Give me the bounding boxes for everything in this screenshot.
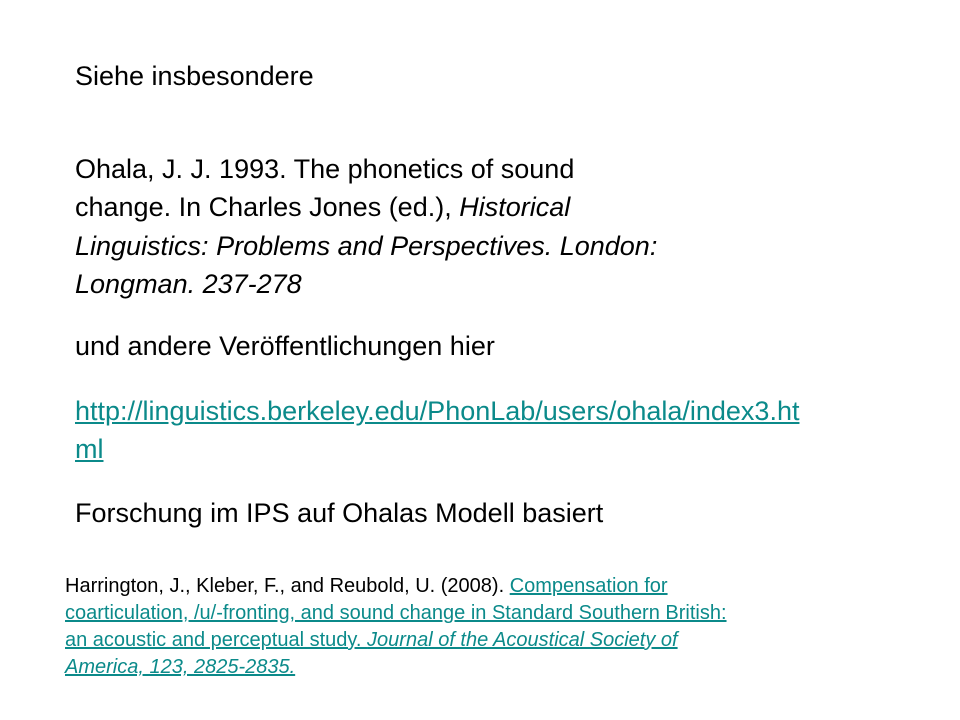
research-text: Forschung im IPS auf Ohalas Modell basiert bbox=[75, 498, 604, 528]
citation-line-4-italic: Longman. 237-278 bbox=[75, 269, 302, 299]
citation2-line-2[interactable]: coarticulation, /u/-fronting, and sound change in Standard Southern British: bbox=[65, 602, 727, 624]
citation-line-2-plain: change. In Charles Jones (ed.), bbox=[75, 192, 460, 222]
citation-line-3-italic: Linguistics: Problems and Perspectives. London: bbox=[75, 231, 658, 261]
citation2-line-1-plain: Harrington, J., Kleber, F., and Reubold, U. (2008). bbox=[65, 575, 510, 597]
citation2-line-3-italic[interactable]: Journal of the Acoustical Society of bbox=[367, 629, 678, 651]
citation-line-2 bbox=[75, 191, 570, 223]
citation2-line-3[interactable] bbox=[65, 627, 678, 654]
citation-line-4 bbox=[75, 268, 302, 300]
citation2-link-start[interactable]: Compensation for bbox=[509, 575, 668, 597]
more-publications-text: und andere Veröffentlichungen hier bbox=[75, 331, 495, 361]
citation2-line-3-plain[interactable]: an acoustic and perceptual study. bbox=[65, 629, 368, 651]
citation-line-1: Ohala, J. J. 1993. The phonetics of sound bbox=[75, 154, 575, 184]
citation-line-3 bbox=[75, 230, 657, 262]
heading: Siehe insbesondere bbox=[75, 61, 314, 91]
url-line-2[interactable]: ml bbox=[75, 434, 104, 464]
url-line-1[interactable]: http://linguistics.berkeley.edu/PhonLab/users/ohala/index3.ht bbox=[75, 396, 800, 426]
citation2-line-4-italic[interactable]: America, 123, 2825-2835. bbox=[65, 656, 296, 678]
citation2-line-1 bbox=[65, 573, 668, 600]
citation2-line-4[interactable] bbox=[65, 654, 295, 681]
citation-line-2-italic: Historical bbox=[459, 192, 571, 222]
